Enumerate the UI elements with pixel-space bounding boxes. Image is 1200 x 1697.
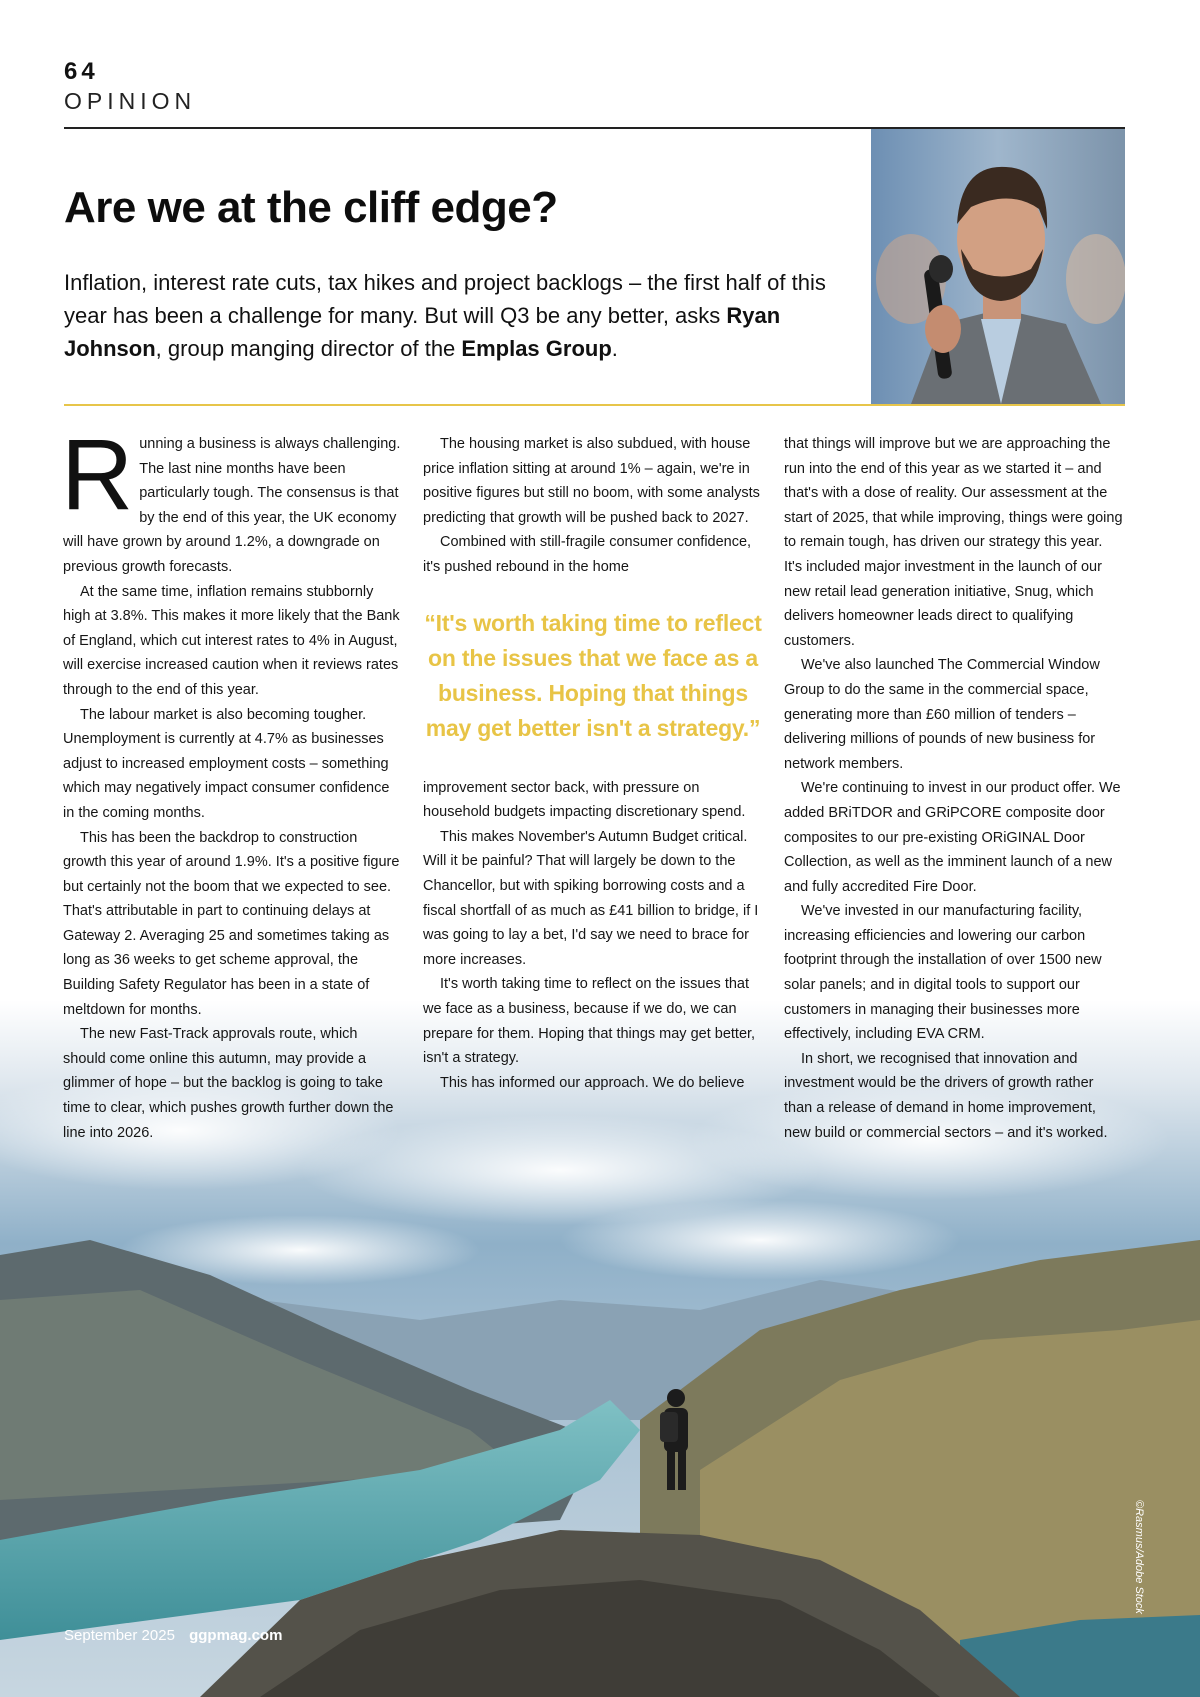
- issue-date: September 2025: [64, 1627, 175, 1644]
- page-header: [64, 58, 196, 116]
- standfirst-middle: , group manging director of the: [155, 336, 462, 361]
- paragraph: This has been the backdrop to construction growth this year of around 1.9%. It's a positive figure but certainly not the boom that we expected to see. That's attributable in part to continuing delays at Gateway 2. Averaging 25 and sometimes taking as long as 36 weeks to get scheme approval, the Building Safety Regulator has been in a state of meltdown for months.: [63, 829, 400, 1018]
- paragraph: The new Fast-Track approvals route, which should come online this autumn, may provide a glimmer of hope – but the backlog is going to take time to clear, which pushes growth further down the line into 2026.: [63, 1026, 394, 1141]
- paragraph: [61, 419, 403, 580]
- paragraph: We're continuing to invest in our product offer. We added BRiTDOR and GRiPCORE composite door composites to our pre-existing ORiGINAL Door Collection, as well as the imminent launch of a new and fully accredited Fire Door.: [784, 780, 1121, 895]
- paragraph: The labour market is also becoming tougher. Unemployment is currently at 4.7% as businesses adjust to increased employment costs – something which may negatively impact consumer confidence in the coming months.: [63, 706, 390, 821]
- paragraph: This makes November's Autumn Budget critical. Will it be painful? That will largely be down to the Chancellor, but with spiking borrowing costs and a fiscal shortfall of as much as £41 billion to bridge, if I was going to lay a bet, I'd say we need to brace for more increases.: [423, 828, 759, 968]
- paragraph: The housing market is also subdued, with house price inflation sitting at around 1% – again, we're in positive figures but still no boom, with some analysts predicting that growth will be pushed back to 2027.: [423, 436, 760, 526]
- page-footer: [64, 1627, 282, 1644]
- paragraph: This has informed our approach. We do believe: [440, 1074, 745, 1091]
- page-number: 64: [64, 58, 99, 85]
- paragraph: We've also launched The Commercial Window Group to do the same in the commercial space, generating more than £60 million of tenders – delivering millions of pounds of new business for network members.: [784, 657, 1100, 772]
- article-standfirst: [64, 266, 854, 365]
- drop-cap: R: [61, 419, 134, 531]
- section-label: OPINION: [64, 88, 197, 114]
- article-column-2: [423, 432, 763, 1095]
- paragraph: In short, we recognised that innovation and investment would be the drivers of growth rather than a release of demand in home improvement, new build or commercial sectors – and it's worked.: [784, 1050, 1108, 1141]
- pull-quote: “It's worth taking time to reflect on the issues that we face as a business. Hoping that things may get better isn't a strategy.”: [424, 609, 762, 741]
- standfirst-intro: Inflation, interest rate cuts, tax hikes and project backlogs – the first half of this year has been a challenge for many. But will Q3 be any better, asks: [64, 270, 826, 328]
- author-photo: [871, 129, 1125, 404]
- standfirst-end: .: [611, 336, 618, 361]
- article-headline: Are we at the cliff edge?: [64, 183, 558, 232]
- website-link[interactable]: ggpmag.com: [189, 1627, 283, 1644]
- author-name: Ryan Johnson: [64, 303, 781, 361]
- paragraph: Combined with still-fragile consumer confidence, it's pushed rebound in the home: [423, 534, 752, 575]
- paragraph: improvement sector back, with pressure on household budgets impacting discretionary spend.: [423, 779, 746, 821]
- article-column-1: [61, 419, 403, 1145]
- article-column-3: [784, 432, 1124, 1145]
- paragraph: At the same time, inflation remains stubbornly high at 3.8%. This makes it more likely that the Bank of England, which cut interest rates to 4% in August, will exercise increased caution when it reviews rates through to the end of this year.: [63, 583, 400, 698]
- photo-credit: ©Rasmus/Adobe Stock: [1133, 1500, 1145, 1614]
- paragraph-text: unning a business is always challenging. The last nine months have been particularly tough. The consensus is that by the end of this year, the UK economy will have grown by around 1.2%, a downgrade on previous growth forecasts.: [63, 436, 401, 575]
- paragraph: We've invested in our manufacturing facility, increasing efficiencies and lowering our carbon footprint through the installation of over 1500 new solar panels; and in digital tools to support our customers in managing their businesses more effectively, including EVA CRM.: [784, 903, 1102, 1043]
- company-name: Emplas Group: [461, 336, 612, 361]
- paragraph: that things will improve but we are approaching the run into the end of this year as we started it – and that's with a dose of reality. Our assessment at the start of 2025, that while improving, things were going to remain tough, has driven our strategy this year. It's included major investment in the launch of our new retail lead generation initiative, Snug, which delivers homeowner leads direct to qualifying customers.: [784, 436, 1123, 649]
- paragraph: It's worth taking time to reflect on the issues that we face as a business, because if we do, we can prepare for them. Hoping that things may get better, isn't a strategy.: [423, 976, 756, 1067]
- gold-divider: [64, 404, 1125, 406]
